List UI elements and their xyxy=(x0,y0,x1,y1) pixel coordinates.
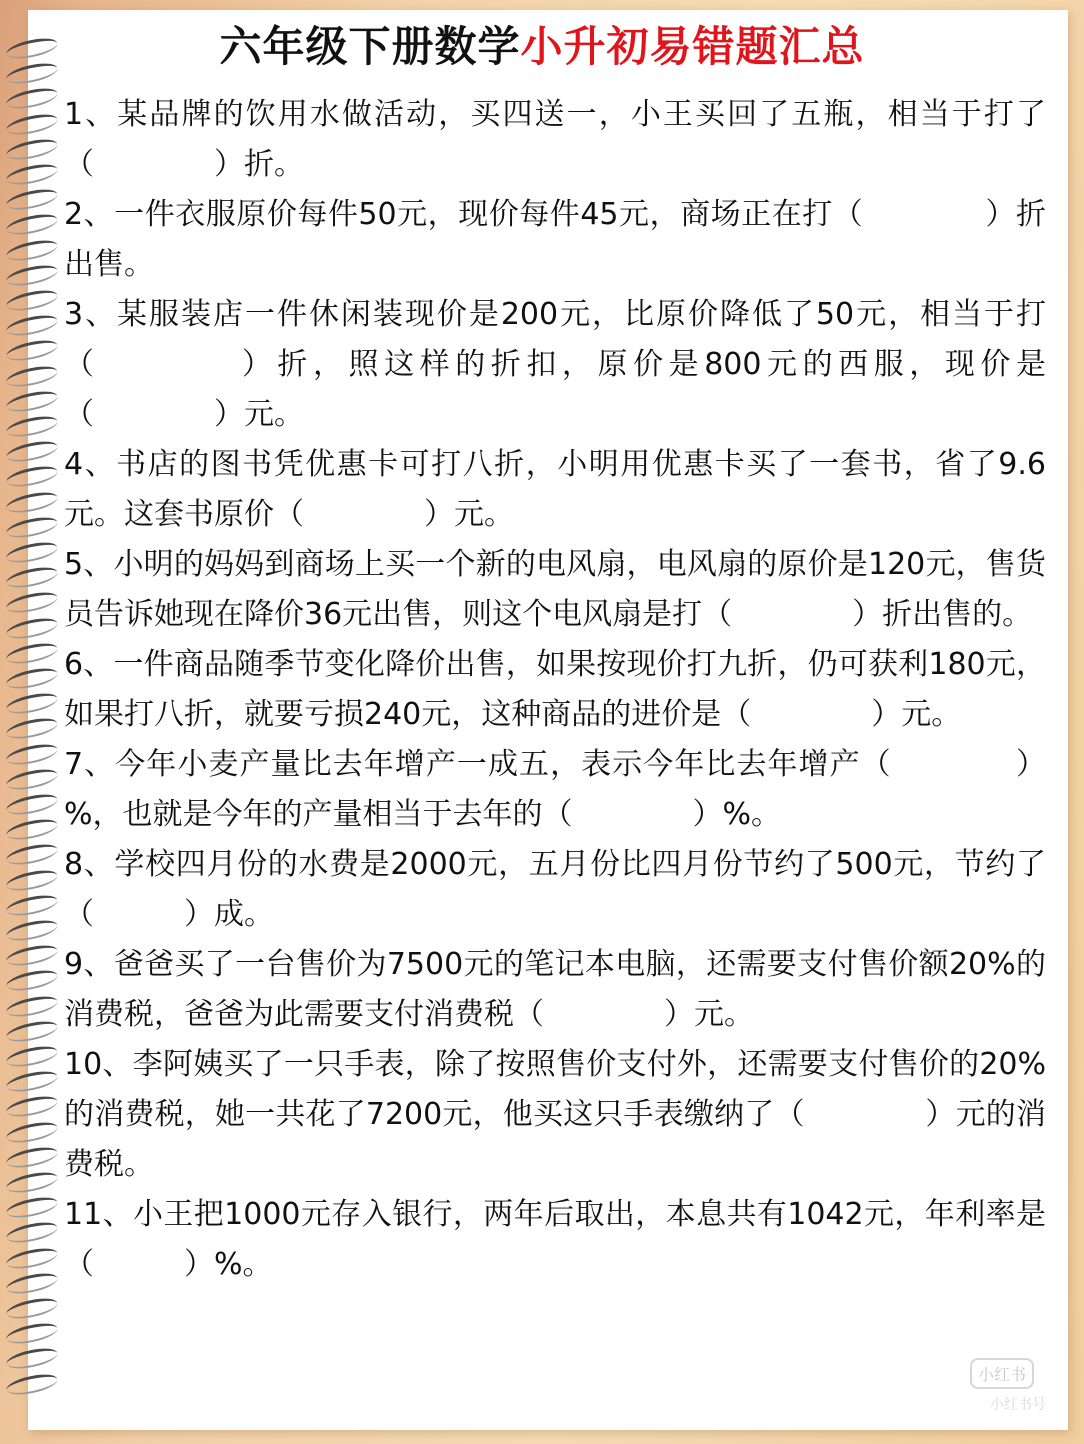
spiral-ring xyxy=(5,236,59,263)
spiral-ring xyxy=(5,337,59,364)
spiral-ring xyxy=(5,413,59,440)
question-item: 9、爸爸买了一台售价为7500元的笔记本电脑，还需要支付售价额20%的消费税，爸爸为此需要支付消费税（ ）元。 xyxy=(64,947,1046,1032)
spiral-ring xyxy=(5,1370,59,1397)
spiral-ring xyxy=(5,841,59,868)
spiral-ring xyxy=(5,1320,59,1347)
title-grade-part: 六年级下册数学 xyxy=(219,22,521,71)
question-item: 7、今年小麦产量比去年增产一成五，表示今年比去年增产（ ）%，也就是今年的产量相当于去年的（ ）%。 xyxy=(64,747,1046,832)
spiral-ring xyxy=(5,892,59,919)
question-list xyxy=(64,90,1046,1290)
spiral-ring xyxy=(5,614,59,641)
spiral-ring xyxy=(5,1068,59,1095)
spiral-ring xyxy=(5,715,59,742)
spiral-ring xyxy=(5,136,59,163)
question-item: 10、李阿姨买了一只手表，除了按照售价支付外，还需要支付售价的20%的消费税，她一共花了7200元，他买这只手表缴纳了（ ）元的消费税。 xyxy=(64,1047,1046,1182)
spiral-ring xyxy=(5,186,59,213)
spiral-ring xyxy=(5,816,59,843)
question-item: 2、一件衣服原价每件50元，现价每件45元，商场正在打（ ）折出售。 xyxy=(64,197,1046,282)
spiral-ring xyxy=(5,488,59,515)
spiral-ring xyxy=(5,1018,59,1045)
spiral-ring xyxy=(5,992,59,1019)
spiral-ring xyxy=(5,287,59,314)
spiral-ring xyxy=(5,942,59,969)
spiral-ring xyxy=(5,1093,59,1120)
spiral-ring xyxy=(5,1244,59,1271)
spiral-ring xyxy=(5,791,59,818)
spiral-ring xyxy=(5,514,59,541)
question-item: 3、某服装店一件休闲装现价是200元，比原价降低了50元，相当于打（ ）折，照这样的折扣，原价是800元的西服，现价是（ ）元。 xyxy=(64,297,1046,432)
spiral-ring xyxy=(5,1169,59,1196)
spiral-ring xyxy=(5,85,59,112)
spiral-ring xyxy=(5,866,59,893)
spiral-ring xyxy=(5,463,59,490)
spiral-ring xyxy=(5,388,59,415)
spiral-ring xyxy=(5,1194,59,1221)
spiral-ring xyxy=(5,766,59,793)
spiral-ring xyxy=(5,110,59,137)
spiral-ring xyxy=(5,564,59,591)
spiral-ring xyxy=(5,740,59,767)
spiral-binding xyxy=(0,40,70,1410)
watermark-text: 小红书号 xyxy=(990,1397,1046,1413)
spiral-ring xyxy=(5,967,59,994)
spiral-ring xyxy=(5,211,59,238)
spiral-ring xyxy=(5,917,59,944)
spiral-ring xyxy=(5,1345,59,1372)
spiral-ring xyxy=(5,438,59,465)
spiral-ring xyxy=(5,690,59,717)
spiral-ring xyxy=(5,665,59,692)
watermark-logo: 小红书 xyxy=(970,1358,1034,1389)
spiral-ring xyxy=(5,161,59,188)
spiral-ring xyxy=(5,1270,59,1297)
question-item: 8、学校四月份的水费是2000元，五月份比四月份节约了500元，节约了（ ）成。 xyxy=(64,847,1046,932)
spiral-ring xyxy=(5,1219,59,1246)
question-item: 11、小王把1000元存入银行，两年后取出，本息共有1042元，年利率是（ ）%。 xyxy=(64,1197,1046,1282)
spiral-ring xyxy=(5,1118,59,1145)
spiral-ring xyxy=(5,539,59,566)
question-item: 5、小明的妈妈到商场上买一个新的电风扇，电风扇的原价是120元，售货员告诉她现在降价36元出售，则这个电风扇是打（ ）折出售的。 xyxy=(64,547,1046,632)
spiral-ring xyxy=(5,262,59,289)
spiral-ring xyxy=(5,640,59,667)
question-item: 4、书店的图书凭优惠卡可打八折，小明用优惠卡买了一套书，省了9.6元。这套书原价（ ）元。 xyxy=(64,447,1046,532)
spiral-ring xyxy=(5,362,59,389)
spiral-ring xyxy=(5,1043,59,1070)
page-title xyxy=(0,14,1084,74)
question-item: 1、某品牌的饮用水做活动，买四送一，小王买回了五瓶，相当于打了（ ）折。 xyxy=(64,97,1046,182)
title-topic-part: 小升初易错题汇总 xyxy=(520,22,865,71)
spiral-ring xyxy=(5,589,59,616)
spiral-ring xyxy=(5,1295,59,1322)
spiral-ring xyxy=(5,312,59,339)
spiral-ring xyxy=(5,1144,59,1171)
question-item: 6、一件商品随季节变化降价出售，如果按现价打九折，仍可获利180元，如果打八折，就要亏损240元，这种商品的进价是（ ）元。 xyxy=(64,647,1046,732)
